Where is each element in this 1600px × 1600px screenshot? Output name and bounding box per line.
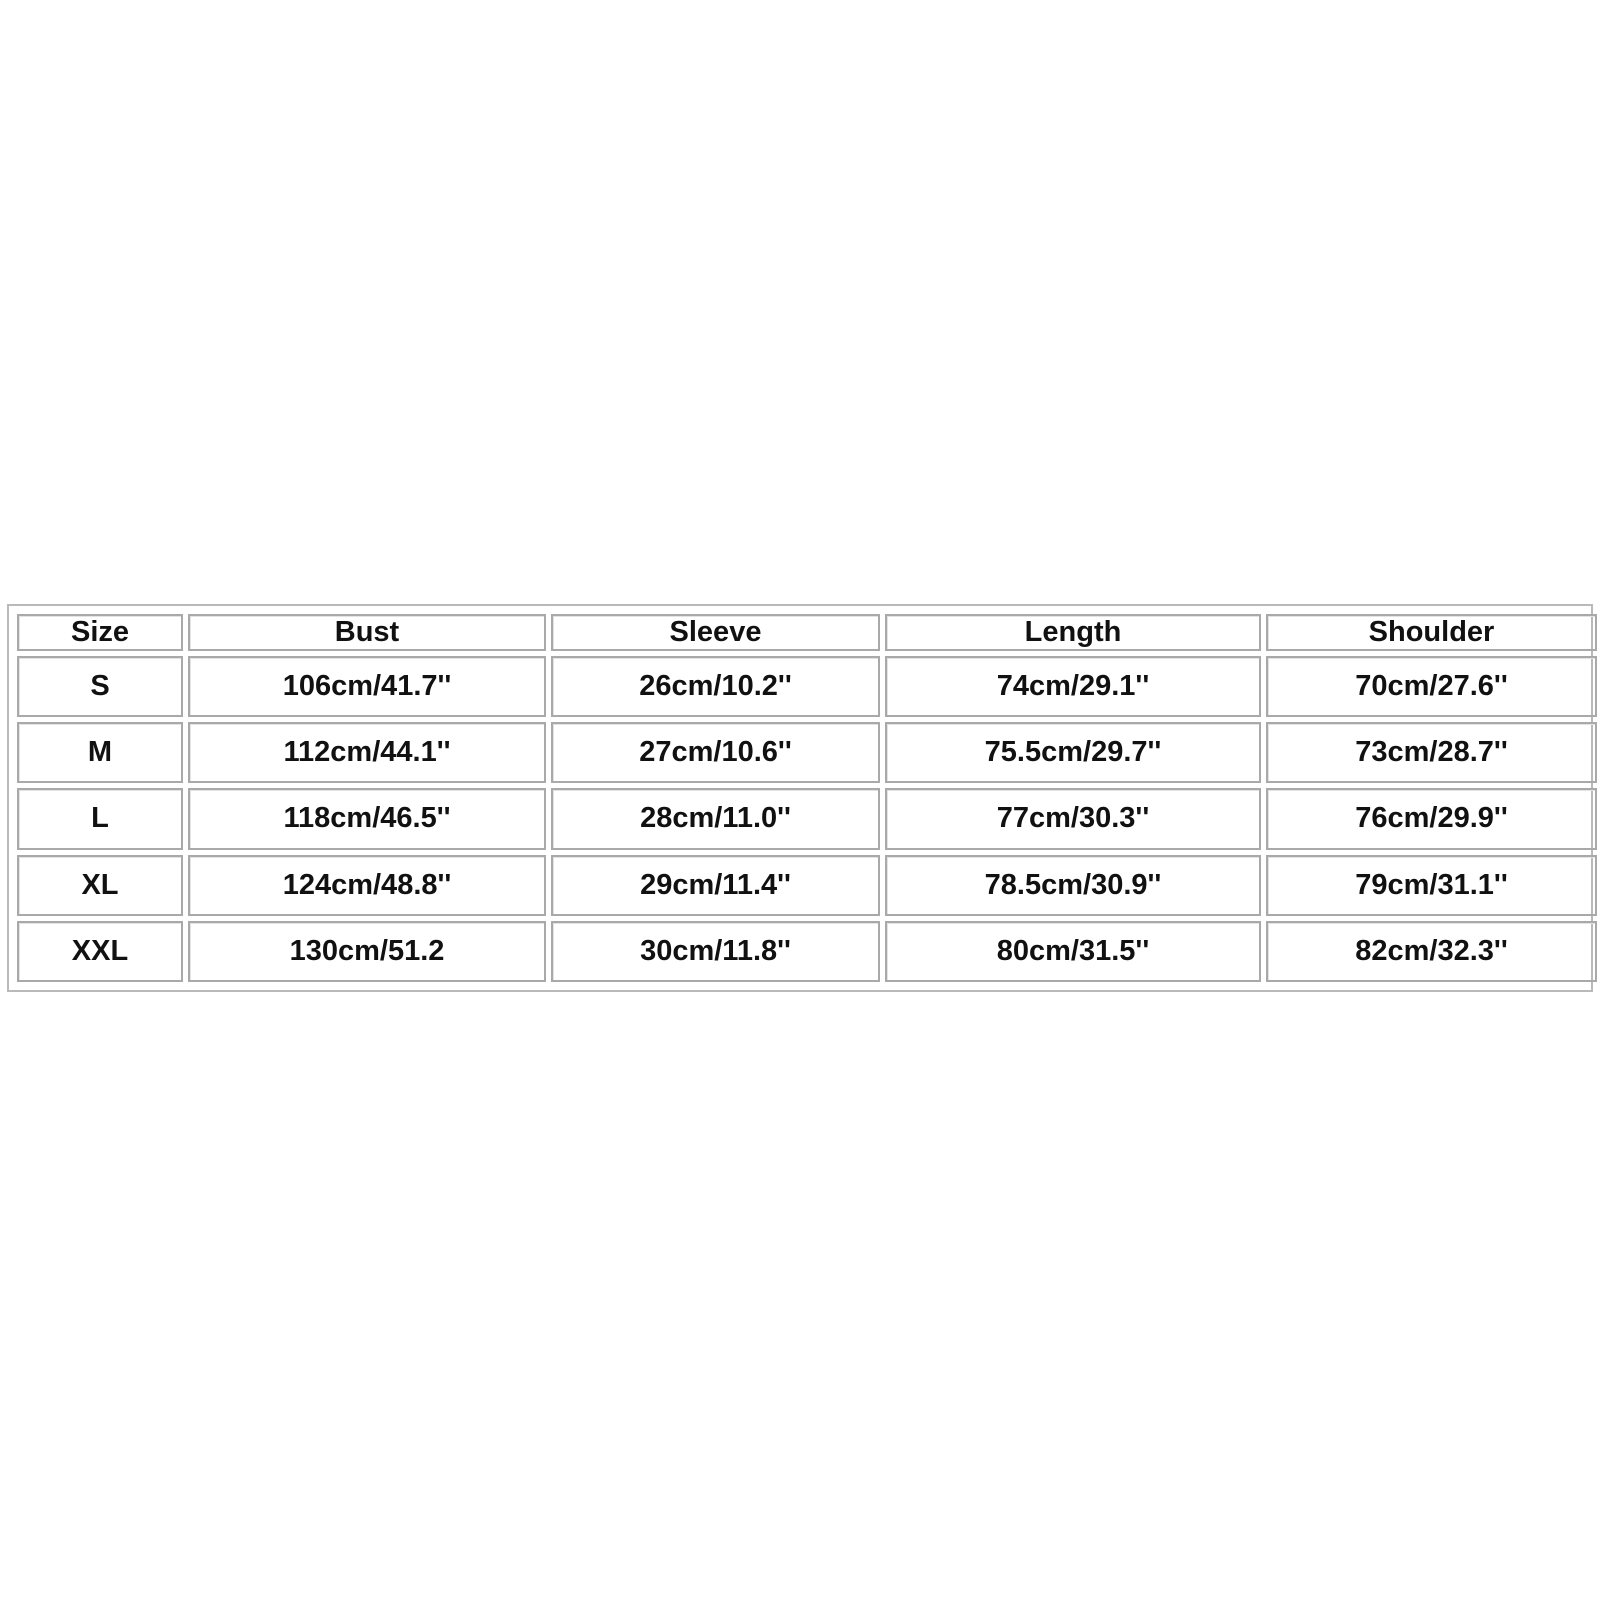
- cell-size: L: [17, 788, 183, 849]
- cell-shoulder: 73cm/28.7'': [1266, 722, 1597, 783]
- cell-length: 77cm/30.3'': [885, 788, 1261, 849]
- cell-shoulder: 79cm/31.1'': [1266, 855, 1597, 916]
- header-sleeve: Sleeve: [551, 614, 880, 651]
- cell-length: 74cm/29.1'': [885, 656, 1261, 717]
- cell-length: 78.5cm/30.9'': [885, 855, 1261, 916]
- header-size: Size: [17, 614, 183, 651]
- cell-sleeve: 27cm/10.6'': [551, 722, 880, 783]
- cell-shoulder: 76cm/29.9'': [1266, 788, 1597, 849]
- size-chart-table: [12, 609, 1600, 987]
- cell-shoulder: 70cm/27.6'': [1266, 656, 1597, 717]
- cell-size: XXL: [17, 921, 183, 982]
- cell-bust: 124cm/48.8'': [188, 855, 546, 916]
- cell-sleeve: 26cm/10.2'': [551, 656, 880, 717]
- size-chart-frame: [7, 604, 1593, 992]
- cell-bust: 106cm/41.7'': [188, 656, 546, 717]
- header-row: [17, 614, 1597, 651]
- header-bust: Bust: [188, 614, 546, 651]
- table-row: [17, 788, 1597, 849]
- table-row: [17, 656, 1597, 717]
- table-row: [17, 855, 1597, 916]
- cell-bust: 118cm/46.5'': [188, 788, 546, 849]
- cell-length: 75.5cm/29.7'': [885, 722, 1261, 783]
- header-length: Length: [885, 614, 1261, 651]
- cell-sleeve: 30cm/11.8'': [551, 921, 880, 982]
- cell-shoulder: 82cm/32.3'': [1266, 921, 1597, 982]
- cell-bust: 112cm/44.1'': [188, 722, 546, 783]
- cell-size: S: [17, 656, 183, 717]
- cell-length: 80cm/31.5'': [885, 921, 1261, 982]
- header-shoulder: Shoulder: [1266, 614, 1597, 651]
- cell-sleeve: 28cm/11.0'': [551, 788, 880, 849]
- table-row: [17, 921, 1597, 982]
- cell-bust: 130cm/51.2: [188, 921, 546, 982]
- table-row: [17, 722, 1597, 783]
- cell-size: XL: [17, 855, 183, 916]
- cell-sleeve: 29cm/11.4'': [551, 855, 880, 916]
- cell-size: M: [17, 722, 183, 783]
